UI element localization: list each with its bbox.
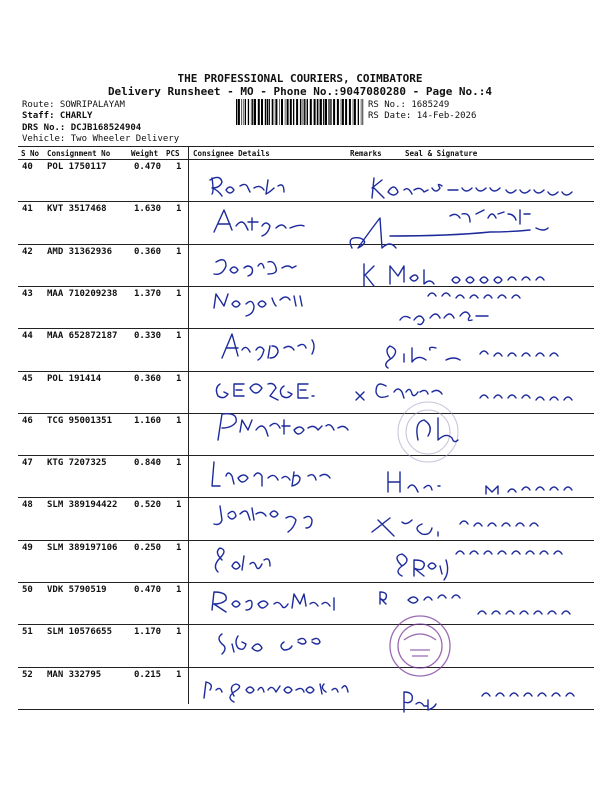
row-consignment-no: POL 1750117 bbox=[47, 162, 107, 172]
row-consignment-no: AMD 31362936 bbox=[47, 246, 113, 257]
row-consignment-no: MAN 332795 bbox=[47, 669, 102, 680]
row-consignment-no: SLM 10576655 bbox=[47, 627, 113, 638]
row-weight: 0.840 bbox=[134, 458, 162, 469]
row-weight: 1.160 bbox=[134, 415, 162, 426]
col-header-remarks: Remarks bbox=[350, 149, 382, 158]
drs-number: DRS No.: DCJB168524904 bbox=[22, 123, 142, 133]
row-sno: 47 bbox=[22, 458, 33, 469]
row-weight: 0.360 bbox=[134, 246, 162, 257]
stamp-row-46 bbox=[398, 402, 458, 462]
route-label: Route: SOWRIPALAYAM bbox=[22, 100, 125, 110]
row-consignment-no: MAA 710209238 bbox=[47, 288, 118, 299]
row-consignment-no: MAA 652872187 bbox=[47, 331, 118, 342]
row-sno: 50 bbox=[22, 585, 33, 595]
rs-number: RS No.: 1685249 bbox=[368, 100, 450, 110]
row-weight: 0.470 bbox=[134, 162, 162, 172]
row-pcs: 1 bbox=[176, 669, 182, 680]
row-consignment-no: KTG 7207325 bbox=[47, 458, 107, 469]
row-pcs: 1 bbox=[176, 288, 182, 299]
col-header-pcs: PCS bbox=[166, 149, 180, 158]
row-consignment-no: SLM 389194422 bbox=[47, 500, 118, 511]
row-consignment-no: KVT 3517468 bbox=[47, 204, 107, 215]
row-sno: 51 bbox=[22, 627, 33, 638]
col-header-seal: Seal & Signature bbox=[405, 149, 478, 158]
row-weight: 1.630 bbox=[134, 204, 162, 215]
row-pcs: 1 bbox=[176, 415, 182, 426]
row-sno: 52 bbox=[22, 669, 33, 680]
row-consignment-no: VDK 5790519 bbox=[47, 585, 107, 595]
row-pcs: 1 bbox=[176, 627, 182, 638]
row-weight: 0.250 bbox=[134, 542, 162, 553]
row-pcs: 1 bbox=[176, 331, 182, 342]
stamp-row-51 bbox=[390, 616, 450, 676]
row-weight: 0.470 bbox=[134, 585, 162, 595]
row-consignment-no: SLM 389197106 bbox=[47, 542, 118, 553]
row-sno: 48 bbox=[22, 500, 33, 511]
row-pcs: 1 bbox=[176, 500, 182, 511]
row-sno: 42 bbox=[22, 246, 33, 257]
staff-label: Staff: CHARLY bbox=[22, 111, 93, 121]
runsheet-subtitle: Delivery Runsheet - MO - Phone No.:9047080280 - Page No.:4 bbox=[107, 85, 493, 98]
row-pcs: 1 bbox=[176, 585, 182, 595]
row-sno: 40 bbox=[22, 162, 33, 172]
company-title: THE PROFESSIONAL COURIERS, COIMBATORE bbox=[177, 72, 423, 85]
row-pcs: 1 bbox=[176, 246, 182, 257]
col-header-sno: S No bbox=[21, 149, 40, 158]
rs-date: RS Date: 14-Feb-2026 bbox=[368, 111, 477, 121]
row-sno: 41 bbox=[22, 204, 33, 215]
row-weight: 1.170 bbox=[134, 627, 162, 638]
col-header-consignee: Consignee Details bbox=[193, 149, 270, 158]
row-pcs: 1 bbox=[176, 542, 182, 553]
row-weight: 0.215 bbox=[134, 669, 162, 680]
col-header-consignment: Consignment No bbox=[47, 149, 111, 158]
row-pcs: 1 bbox=[176, 204, 182, 215]
row-weight: 0.360 bbox=[134, 373, 162, 384]
row-pcs: 1 bbox=[176, 373, 182, 384]
row-sno: 46 bbox=[22, 415, 33, 426]
vehicle-label: Vehicle: Two Wheeler Delivery bbox=[22, 134, 180, 144]
row-sno: 43 bbox=[22, 288, 33, 299]
row-weight: 1.370 bbox=[134, 288, 162, 299]
row-consignment-no: POL 191414 bbox=[47, 373, 102, 384]
row-sno: 45 bbox=[22, 373, 33, 384]
row-weight: 0.520 bbox=[134, 500, 162, 511]
col-header-weight: Weight bbox=[131, 149, 159, 158]
row-pcs: 1 bbox=[176, 162, 182, 172]
row-pcs: 1 bbox=[176, 458, 182, 469]
row-sno: 44 bbox=[22, 331, 33, 342]
row-weight: 0.330 bbox=[134, 331, 162, 342]
row-sno: 49 bbox=[22, 542, 33, 553]
row-consignment-no: TCG 95001351 bbox=[47, 415, 113, 426]
